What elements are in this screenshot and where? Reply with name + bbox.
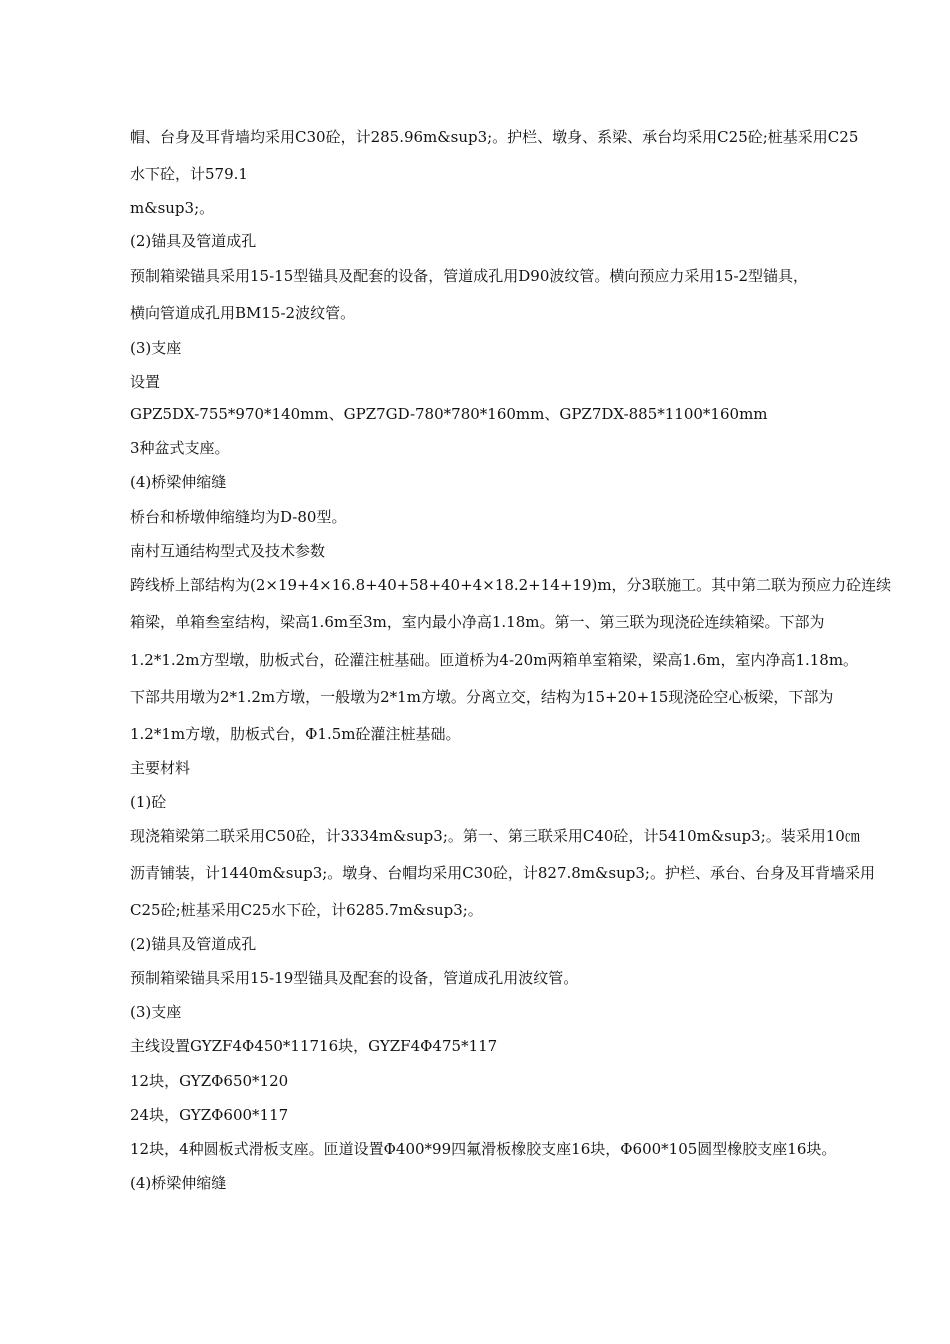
section-heading: 主要材料 [130,759,191,777]
section-heading: (1)砼 [130,793,167,811]
text-line: 12块，GYZΦ650*120 [130,1072,289,1090]
text-line: 主线设置GYZF4Φ450*11716块，GYZF4Φ475*117 [130,1037,498,1055]
text-line: 预制箱梁锚具采用15-19型锚具及配套的设备，管道成孔用波纹管。 [130,969,579,987]
text-line: 横向管道成孔用BM15-2波纹管。 [130,304,356,322]
section-heading: (2)锚具及管道成孔 [130,935,257,953]
text-line: 下部共用墩为2*1.2m方墩，一般墩为2*1m方墩。分离立交，结构为15+20+15现浇砼空心板梁，下部为 [130,688,834,706]
text-line: 现浇箱梁第二联采用C50砼，计3334m&sup3;。第一、第三联采用C40砼，计5410m&sup3;。装采用10㎝ [130,827,860,845]
section-heading: (4)桥梁伸缩缝 [130,473,227,491]
section-heading: (2)锚具及管道成孔 [130,232,257,250]
text-line: 跨线桥上部结构为(2×19+4×16.8+40+58+40+4×18.2+14+19)m，分3联施工。其中第二联为预应力砼连续 [130,576,892,594]
section-heading: 南村互通结构型式及技术参数 [130,542,326,560]
text-line: 箱梁，单箱叁室结构，梁高1.6m至3m，室内最小净高1.18m。第一、第三联为现浇砼连续箱梁。下部为 [130,613,825,631]
text-line: 水下砼，计579.1 [130,165,248,183]
text-line: 桥台和桥墩伸缩缝均为D-80型。 [130,508,347,526]
text-line: m&sup3;。 [130,199,215,217]
text-line: GPZ5DX-755*970*140mm、GPZ7GD-780*780*160mm、GPZ7DX-885*1100*160mm [130,405,768,423]
text-line: 12块，4种圆板式滑板支座。匝道设置Φ400*99四氟滑板橡胶支座16块，Φ600*105圆型橡胶支座16块。 [130,1140,837,1158]
text-line: 帽、台身及耳背墙均采用C30砼，计285.96m&sup3;。护栏、墩身、系梁、承台均采用C25砼;桩基采用C25 [130,128,859,146]
text-line: 1.2*1m方墩，肋板式台，Φ1.5m砼灌注桩基础。 [130,725,461,743]
text-line: 3种盆式支座。 [130,439,230,457]
text-line: C25砼;桩基采用C25水下砼，计6285.7m&sup3;。 [130,901,483,919]
section-heading: (3)支座 [130,339,182,357]
text-line: 24块，GYZΦ600*117 [130,1106,289,1124]
section-heading: (3)支座 [130,1003,182,1021]
section-heading: (4)桥梁伸缩缝 [130,1174,227,1192]
text-line: 1.2*1.2m方型墩，肋板式台，砼灌注桩基础。匝道桥为4-20m两箱单室箱梁，梁高1.6m，室内净高1.18m。 [130,651,859,669]
text-line: 沥青铺装，计1440m&sup3;。墩身、台帽均采用C30砼，计827.8m&sup3;。护栏、承台、台身及耳背墙采用 [130,864,875,882]
text-line: 预制箱梁锚具采用15-15型锚具及配套的设备，管道成孔用D90波纹管。横向预应力采用15-2型锚具， [130,267,809,285]
text-line: 设置 [130,373,161,391]
